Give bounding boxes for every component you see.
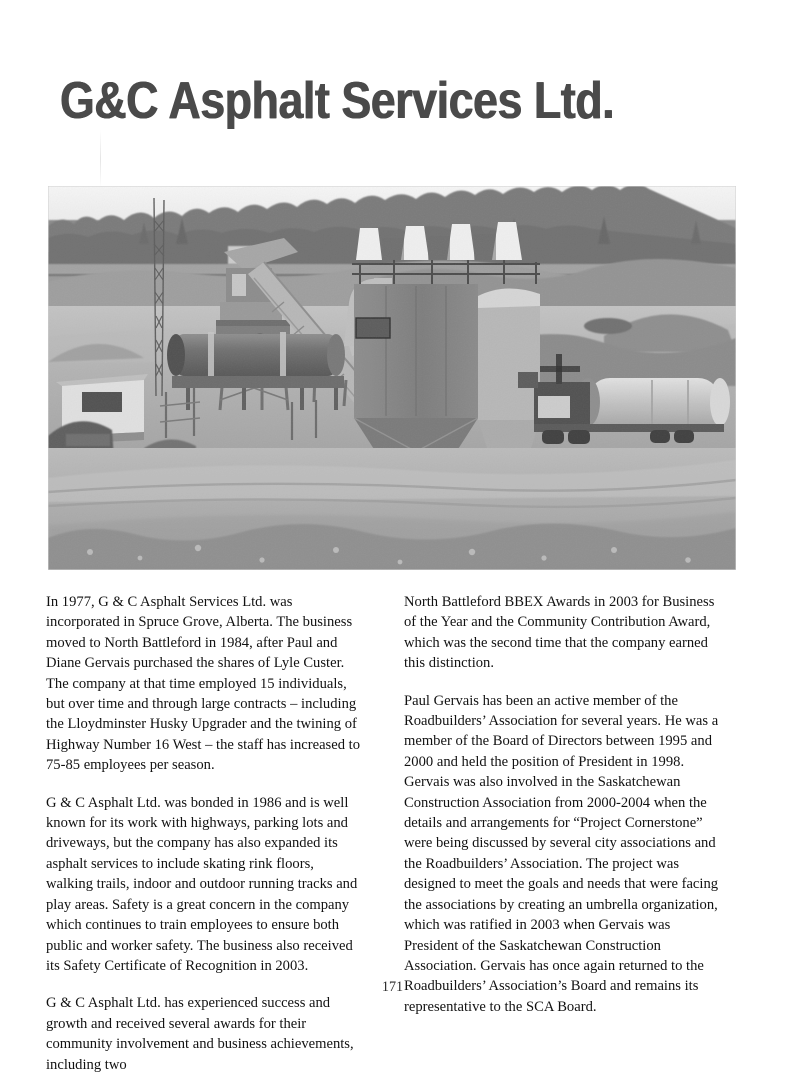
page-number: 171: [381, 979, 404, 995]
paragraph: G & C Asphalt Ltd. has experienced success and growth and received several awards for their community involvement and business achievements, including two: [46, 995, 354, 1073]
photo-graphic: [48, 186, 736, 570]
column-right: [404, 592, 719, 1034]
paragraph: G & C Asphalt Ltd. was bonded in 1986 and is well known for its work with highways, parking lots and driveways, but the company has also expanded its asphalt services to include skating rink floors, walking trails, indoor and outdoor running tracks and play areas. Safety is a great concern in the company which continues to train employees to ensure both public and worker safety. The business also received its Safety Certificate of Recognition in 2003.: [46, 794, 358, 974]
page-title: G&C Asphalt Services Ltd.: [60, 72, 615, 130]
asphalt-plant-photo: [48, 186, 736, 570]
paragraph: Paul Gervais has been an active member of the Roadbuilders’ Association for several years. He was a member of the Board of Directors between 1995 and 2000 and held the position of President in 1998. Gervais was also involved in the Saskatchewan Construction Association from 2000-2004 when the details and arrangements for “Project Cornerstone” were being discussed by several city associations and the Roadbuilders’ Association. The project was designed to meet the goals and needs that were facing the associations by creating an umbrella organization, which was ratified in 2003 when Gervais was President of the Saskatchewan Construction Association. Gervais has once again returned to the Roadbuilders’ Association’s Board and remains its representative to the SCA Board.: [404, 692, 719, 1015]
paragraph: In 1977, G & C Asphalt Services Ltd. was incorporated in Spruce Grove, Alberta. The business moved to North Battleford in 1984, after Paul and Diane Gervais purchased the shares of Lyle Custer. The company at that time employed 15 individuals, but over time and through large contracts – including the Lloydminster Husky Upgrader and the twining of Highway Number 16 West – the staff has increased to 75-85 employees per season.: [46, 594, 361, 774]
paragraph: North Battleford BBEX Awards in 2003 for Business of the Year and the Community Contribution Award, which was the second time that the company earned this distinction.: [404, 594, 715, 672]
scan-artifact-line: [100, 130, 101, 188]
column-left: [46, 592, 361, 1092]
